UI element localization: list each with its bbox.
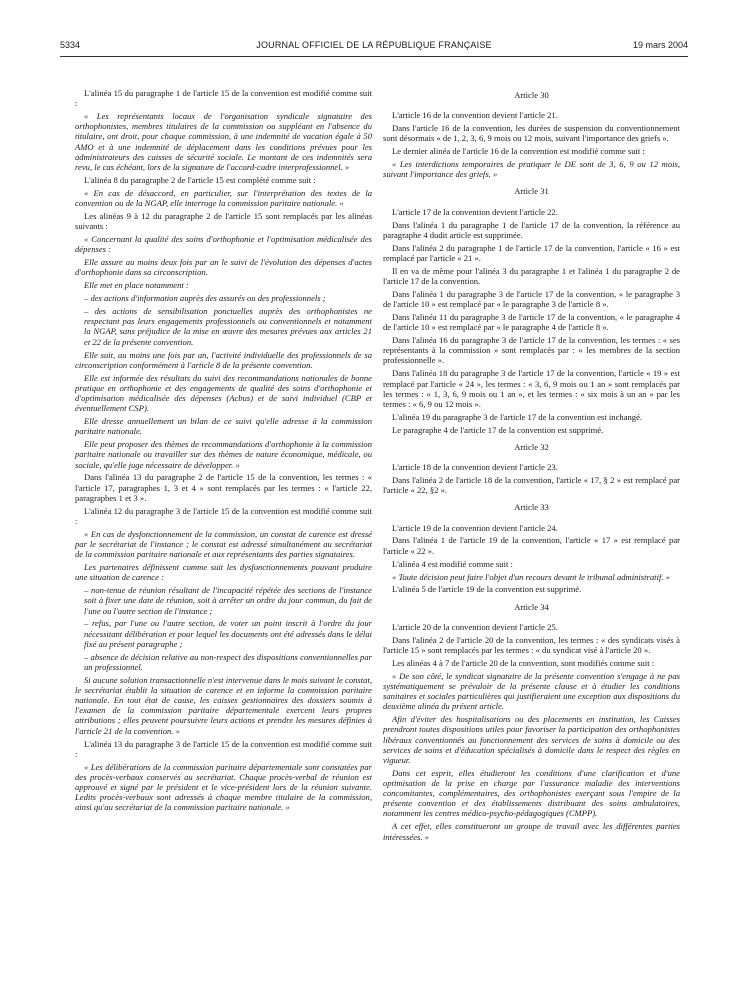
- paragraph: L'article 16 de la convention devient l'article 21.: [392, 110, 558, 121]
- paragraph: Les alinéas 9 à 12 du paragraphe 2 de l'article 15 sont remplacés par les alinéas suivants :: [75, 210, 372, 232]
- paragraph: L'article 17 de la convention devient l'article 22.: [392, 206, 558, 217]
- paragraph: Dans l'alinéa 1 du paragraphe 3 de l'article 17 de la convention, « le paragraphe 3 de l'article 10 » est remplacé par « le paragraphe 3 de l'article 8 ».: [383, 288, 680, 310]
- quoted-paragraph: « Les délibérations de la commission paritaire départementale sont constatées par des procès-verbaux conservés au secrétariat. Chaque procès-verbal de réunion est approuvé et signé par le président et le vice-président lors de la réunion suivante. Ledits procès-verbaux sont adressés à chaque membre titulaire de la commission, ainsi qu'au secrétariat de la commission paritaire nationale. »: [75, 761, 372, 813]
- paragraph: Dans l'alinéa 13 du paragraphe 2 de l'article 15 de la convention, les termes : « l'article 17, paragraphes 1, 3 et 4 » sont remplacés par les termes : « l'article 22, paragraphes 1 et 3 ».: [75, 472, 372, 503]
- quoted-paragraph: « En cas de désaccord, en particulier, sur l'interprétation des textes de la convention ou de la NGAP, elle interroge la commission paritaire nationale. »: [75, 187, 372, 208]
- dash-item: – absence de décision relative au non-respect des dispositions conventionnelles par un professionnel.: [84, 651, 372, 672]
- quoted-paragraph: Elle dresse annuellement un bilan de ce suivi qu'elle adresse à la commission paritaire nationale.: [75, 416, 372, 437]
- paragraph: L'article 20 de la convention devient l'article 25.: [392, 621, 558, 632]
- header-rule: [60, 56, 688, 57]
- paragraph: L'alinéa 5 de l'article 19 de la convention est supprimé.: [392, 584, 582, 595]
- paragraph: Le paragraphe 4 de l'article 17 de la convention est supprimé.: [392, 424, 604, 435]
- paragraph: L'article 18 de la convention devient l'article 23.: [392, 462, 558, 473]
- quoted-paragraph: Dans cet esprit, elles étudieront les conditions d'une clarification et d'une optimisation de la prise en charge par l'assurance maladie des interventions concomitantes, complémentaires, des orthophonistes exerçant sous l'empire de la présente convention et des établissements distribuant des soins ambulatoires, notamment les centres médico-psycho-pédagogiques (CMPP).: [383, 767, 680, 819]
- paragraph: L'alinéa 15 du paragraphe 1 de l'article 15 de la convention est modifié comme suit :: [75, 88, 372, 109]
- page-header: [60, 40, 688, 54]
- paragraph: Dans l'alinéa 2 de l'article 20 de la convention, les termes : « des syndicats visés à l'article 15 » sont remplacés par les termes : « du syndicat visé à l'article 20 ».: [383, 634, 680, 655]
- paragraph: L'alinéa 4 est modifié comme suit :: [392, 558, 513, 569]
- paragraph: Dans l'alinéa 2 du paragraphe 1 de l'article 17 de la convention, l'article « 16 » est remplacé par l'article « 21 ».: [383, 242, 680, 263]
- article-heading: Article 30: [514, 90, 549, 100]
- article-heading: Article 32: [514, 441, 549, 452]
- paragraph: L'article 19 de la convention devient l'article 24.: [392, 522, 558, 533]
- paragraph: Dans l'article 16 de la convention, les durées de suspension du conventionnement sont désormais « de 1, 2, 3, 6, 9 mois ou 12 mois, suivant l'importance des griefs ».: [383, 123, 680, 144]
- quoted-paragraph: Les partenaires définissent comme suit les dysfonctionnements pouvant produire une situation de carence :: [75, 562, 372, 583]
- quoted-paragraph: A cet effet, elles constitueront un groupe de travail avec les différentes parties intéressées. »: [383, 821, 680, 842]
- paragraph: Le dernier alinéa de l'article 16 de la convention est modifié comme suit :: [392, 146, 645, 157]
- dash-item: – des actions de sensibilisation ponctuelles auprès des orthophonistes ne respectant pas leurs engagements professionnels ou conventionnels et notamment la NGAP, sans préjudice de la mise en œuvre des mesures prévues aux articles 21 et 22 de la présente convention.: [84, 306, 372, 347]
- quoted-paragraph: Elle assure au moins deux fois par an le suivi de l'évolution des dépenses d'actes d'orthophonie dans sa circonscription.: [75, 257, 372, 278]
- quoted-paragraph: Elle est informée des résultats du suivi des recommandations nationales de bonne pratique en orthophonie et des engagements de qualité des soins d'orthophonie et d'optimisation médicalisée des dépenses (Acbus) et de suivi individuel (CBP et éventuellement CSP).: [75, 372, 372, 414]
- paragraph: Dans l'alinéa 1 du paragraphe 1 de l'article 17 de la convention, la référence au paragraphe 4 dudit article est supprimée.: [383, 219, 680, 240]
- paragraph: L'alinéa 13 du paragraphe 3 de l'article 15 de la convention est modifié comme suit :: [75, 738, 372, 759]
- article-heading: Article 33: [514, 502, 549, 513]
- paragraph: Dans l'alinéa 18 du paragraphe 3 de l'article 17 de la convention, l'article « 19 » est remplacé par l'article « 24 », les termes : « 3, 6, 9 mois ou 1 an » sont remplacés par les termes : « 1, 3, 6, 9 mois ou 1 an », et les termes : « six mois à un an » par les termes : « 6, 9 ou 12 mois ».: [383, 368, 680, 409]
- paragraph: Il en va de même pour l'alinéa 3 du paragraphe 1 et l'alinéa 1 du paragraphe 2 de l'article 17 de la convention.: [383, 265, 680, 286]
- paragraph: Dans l'alinéa 16 du paragraphe 3 de l'article 17 de la convention, les termes : « ses représentants à la commission » sont remplacés par : « les membres de la section professionnelle ».: [383, 335, 680, 366]
- quoted-paragraph: « En cas de dysfonctionnement de la commission, un constat de carence est dressé par le secrétariat de l'instance ; le constat est adressé simultanément au secrétariat de la commission paritaire nationale et aux représentants des parties signataires.: [75, 528, 372, 560]
- quoted-paragraph: « De son côté, le syndicat signataire de la présente convention s'engage à ne pas systématiquement se prévaloir de la présente clause et à étudier les conditions sanitaires et sociales particulières qui justifieraient une exception aux dispositions du deuxième alinéa du présent article.: [383, 670, 680, 712]
- quoted-paragraph: « Les représentants locaux de l'organisation syndicale signataire des orthophonistes, membres titulaires de la commission ou suppléant en l'absence du titulaire, ont droit, pour chaque commission, à une indemnité de vacation égale à 50 AMO et à une indemnité de déplacement dans les conditions prévues pour les administrateurs des caisses de sécurité sociale. Le montant de ces indemnités sera revu, le cas échéant, lors de la signature de l'accord-cadre interprofessionnel. »: [75, 111, 372, 172]
- publication-date: 19 mars 2004: [632, 40, 688, 50]
- dash-item: – refus, par l'une ou l'autre section, de voter un point inscrit à l'ordre du jour nécessitant délibération et pour lequel les documents ont été adressés dans le délai fixé au présent paragraphe ;: [84, 618, 372, 649]
- paragraph: Dans l'alinéa 2 de l'article 18 de la convention, l'article « 17, § 2 » est remplacé par l'article « 22, §2 ».: [383, 475, 680, 496]
- paragraph: L'alinéa 19 du paragraphe 3 de l'article 17 de la convention est inchangé.: [392, 411, 643, 422]
- quoted-paragraph: Elle met en place notamment :: [84, 280, 189, 291]
- journal-title: JOURNAL OFFICIEL DE LA RÉPUBLIQUE FRANÇAISE: [256, 40, 492, 50]
- paragraph: Dans l'alinéa 11 du paragraphe 3 de l'article 17 de la convention, « le paragraphe 4 de l'article 10 » est remplacé par « le paragraphe 4 de l'article 8 ».: [383, 312, 680, 333]
- page-number: 5334: [60, 40, 81, 50]
- quoted-paragraph: « Les interdictions temporaires de pratiquer le DE sont de 3, 6, 9 ou 12 mois, suivant l'importance des griefs. »: [383, 159, 680, 180]
- left-column: [75, 88, 372, 815]
- quoted-paragraph: « Concernant la qualité des soins d'orthophonie et l'optimisation médicalisée des dépenses :: [75, 234, 372, 255]
- paragraph: L'alinéa 8 du paragraphe 2 de l'article 15 est complété comme suit :: [84, 174, 316, 185]
- article-heading: Article 34: [514, 601, 549, 612]
- paragraph: Dans l'alinéa 1 de l'article 19 de la convention, l'article « 17 » est remplacé par l'article « 22 ».: [383, 535, 680, 556]
- quoted-paragraph: Afin d'éviter des hospitalisations ou des placements en institution, les Caisses prendront toutes dispositions utiles pour favoriser la participation des orthophonistes libéraux conventionnés au fonctionnement des services de soins à domicile ou des services de soins et d'éducation spécialisés à domicile dans le respect des règles en vigueur.: [383, 714, 680, 765]
- dash-item: – non-tenue de réunion résultant de l'incapacité répétée des sections de l'instance soit à fixer une date de réunion, soit à arrêter un ordre du jour commun, du fait de l'une ou l'autre section de l'instance ;: [84, 585, 372, 616]
- quoted-paragraph: Elle suit, au moins une fois par an, l'activité individuelle des professionnels de sa circonscription conformément à l'article 8 de la présente convention.: [75, 349, 372, 370]
- article-heading: Article 31: [514, 186, 549, 197]
- quoted-paragraph: Elle peut proposer des thèmes de recommandations d'orthophonie à la commission paritaire nationale ou travailler sur des thèmes de nature économique, médicale, ou sociale, qu'elle juge nécessaire de développer. »: [75, 439, 372, 470]
- dash-item: – des actions d'information auprès des assurés ou des professionnels ;: [84, 293, 326, 304]
- right-column: [383, 88, 680, 845]
- paragraph: L'alinéa 12 du paragraphe 3 de l'article 15 de la convention est modifié comme suit :: [75, 505, 372, 526]
- quoted-paragraph: « Toute décision peut faire l'objet d'un recours devant le tribunal administratif. »: [392, 571, 670, 582]
- paragraph: Les alinéas 4 à 7 de l'article 20 de la convention, sont modifiés comme suit :: [392, 657, 655, 668]
- quoted-paragraph: Si aucune solution transactionnelle n'est intervenue dans le mois suivant le constat, le secrétariat établit la situation de carence et en informe la commission paritaire nationale. En tout état de cause, les caisses gestionnaires des dossiers soumis à l'examen de la commission paritaire départementale exercent leurs propres attributions ; elles peuvent poursuivre leurs actions et prendre les mesures définies à l'article 21 de la convention. »: [75, 674, 372, 736]
